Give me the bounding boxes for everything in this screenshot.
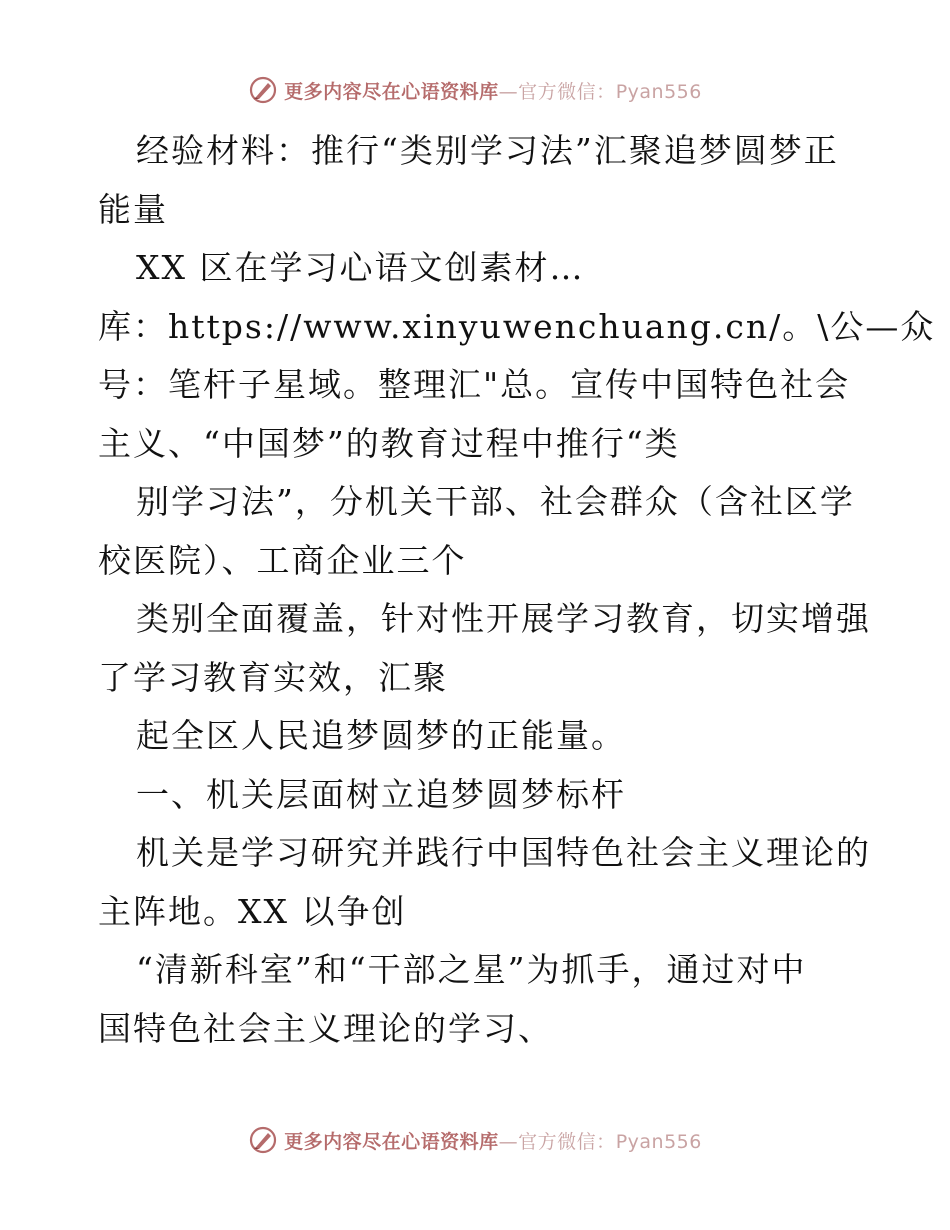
text-line-8: 校医院）、工商企业三个 [98, 540, 467, 580]
text-line-1: 经验材料：推行“类别学习法”汇聚追梦圆梦正 [136, 131, 839, 170]
text-line-16: 国特色社会主义理论的学习、 [98, 1008, 553, 1048]
header-wechat-id: Pyan556 [615, 80, 702, 103]
header-wechat-label: 官方微信： [518, 80, 616, 103]
section-heading: 一、机关层面树立追梦圆梦标杆 [136, 774, 626, 814]
footer-wechat-label: 官方微信： [518, 1130, 616, 1153]
text-line-10: 了学习教育实效，汇聚 [98, 657, 448, 697]
footer-wechat-id: Pyan556 [615, 1130, 702, 1153]
circle-pen-logo-icon [248, 1125, 278, 1155]
header-site-text: 更多内容尽在心语资料库 [284, 80, 499, 103]
text-line-13: 机关是学习研究并践行中国特色社会主义理论的 [136, 833, 871, 872]
text-line-3: XX 区在学习心语文创素材… [136, 248, 585, 287]
text-line-7: 别学习法”，分机关干部、社会群众（含社区学 [136, 482, 855, 521]
text-line-4: 库：https://www.xinyuwenchuang.cn/。\公—众 [98, 306, 936, 346]
footer-banner [0, 1120, 950, 1160]
text-line-6: 主义、“中国梦”的教育过程中推行“类 [98, 423, 680, 463]
text-line-11: 起全区人民追梦圆梦的正能量。 [136, 716, 626, 755]
text-line-9: 类别全面覆盖，针对性开展学习教育，切实增强 [136, 599, 871, 638]
footer-dash: — [498, 1130, 519, 1153]
footer-banner-text [284, 1127, 702, 1154]
footer-site-text: 更多内容尽在心语资料库 [284, 1130, 499, 1153]
header-dash: — [498, 80, 519, 103]
header-banner-text [284, 77, 702, 104]
header-banner [0, 70, 950, 110]
text-line-14: 主阵地。XX 以争创 [98, 891, 407, 931]
text-line-2: 能量 [98, 189, 168, 229]
text-line-15: “清新科室”和“干部之星”为抓手，通过对中 [136, 950, 807, 989]
document-body [98, 122, 936, 1058]
circle-pen-logo-icon [248, 75, 278, 105]
text-line-5: 号：笔杆子星域。整理汇"总。宣传中国特色社会 [98, 365, 851, 404]
